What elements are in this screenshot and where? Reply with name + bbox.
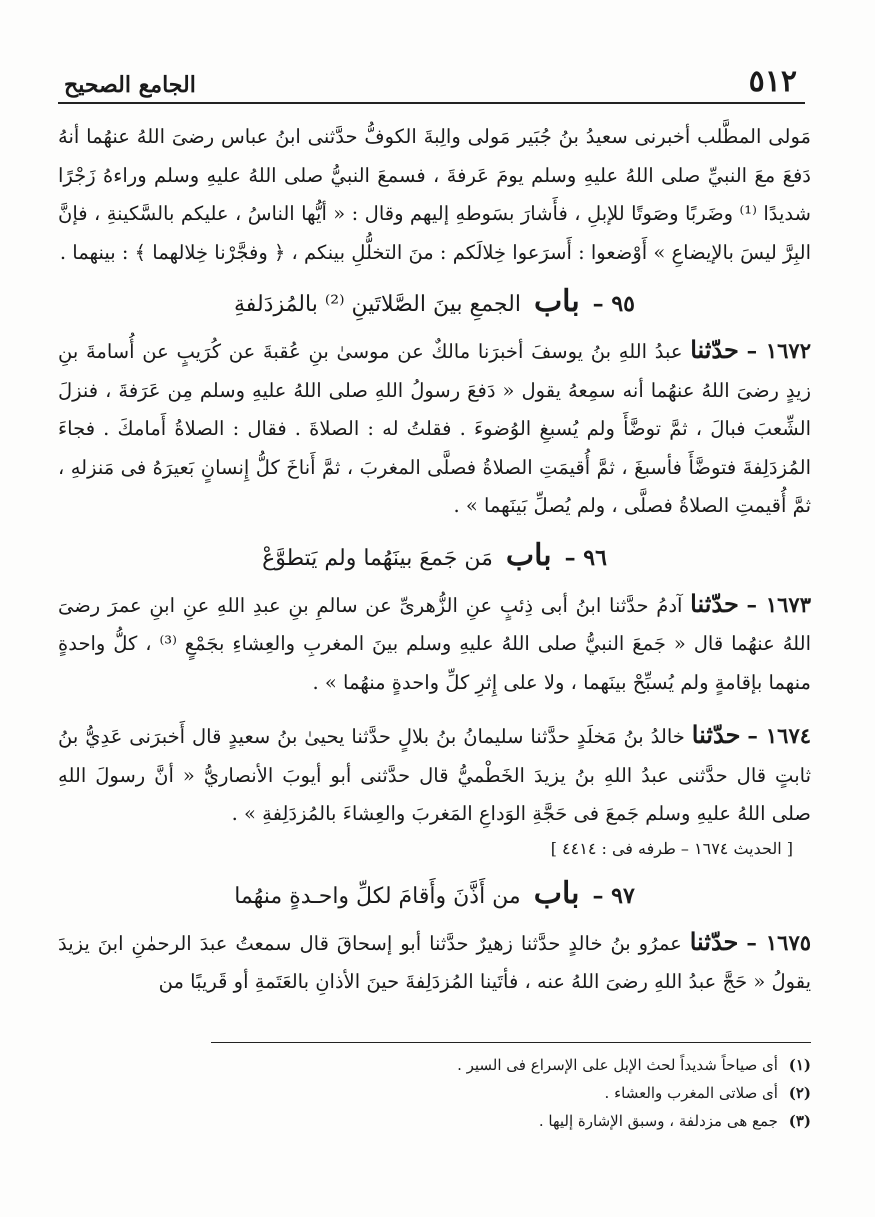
footnotes (211, 1042, 811, 1135)
chapter-number: ٩٧ – (592, 882, 635, 909)
hadith-text: خالدُ بنُ مَخلَدٍ حدَّثنا سليمانُ بنُ بلالٍ حدَّثنا يحيىٰ بنُ سعيدٍ قال أَخبرَنى عَدِيُّ بنُ ثابتٍ قال حدَّثنى عبدُ اللهِ بنُ يزيدَ الخَطْميُّ قال حدَّثنى أبو أيوبَ الأنصاريُّ « أنَّ رسولَ اللهِ صلى اللهُ عليهِ وسلم جَمعَ فى حَجَّةِ الوَداعِ المَغربَ والعِشاءَ بالمُزدَلِفةِ » . (58, 725, 811, 825)
hadith-text: آدمُ حدَّثنا ابنُ أبى ذِئبٍ عنِ الزُّهرىِّ عن سالمِ بنِ عبدِ اللهِ عنِ ابنِ عمرَ رضىَ اللهُ عنهُما قال « جَمعَ النبيُّ صلى اللهُ عليهِ وسلم بينَ المغربِ والعِشاءِ بجَمْعٍ ⁽³⁾ ، كلُّ واحدةٍ منهما بإقامةٍ ولم يُسبِّحْ بينَهما ، ولا على إِثرِ كلِّ واحدةٍ منهُما » . (58, 593, 811, 694)
hadith-number: ١٦٧٣ – (746, 591, 811, 617)
cross-reference: [ الحديث ١٦٧٤ – طرفه فى : ٤٤١٤ ] (550, 838, 793, 858)
footnote-text: أى صياحاً شديداً لحث الإبل على الإسراع فى السير . (457, 1056, 778, 1074)
chapter-title: مَن جَمعَ بينَهُما ولم يَتطوَّعْ (262, 545, 493, 571)
footnote-mark: (٣) (788, 1112, 811, 1130)
running-title: الجامع الصحيح (64, 72, 196, 98)
hadith-text: عبدُ اللهِ بنُ يوسفَ أخبرَنا مالكٌ عن موسىٰ بنِ عُقبةَ عن كُرَيبٍ عن أُسامةَ بنِ زيدٍ رضىَ اللهُ عنهُما أنه سمِعهُ يقول « دَفعَ رسولُ اللهِ صلى اللهُ عليهِ وسلم مِن عَرَفةَ ، فنزلَ الشِّعبَ فبالَ ، ثمَّ توضَّأَ ولم يُسبغِ الوُضوءَ . فقلتُ له : الصلاةَ . فقال : الصلاةُ أَمامكَ . فجاءَ المُزدَلِفةَ فتوضَّأَ فأسبغَ ، ثمَّ أُقيمَتِ الصلاةُ فصلَّى المغربَ ، ثمَّ أَناخَ كلُّ إِنسانٍ بَعيرَهُ فى مَنزلهِ ، ثمَّ أُقيمتِ الصلاةُ فصلَّى ، ولم يُصلِّ بَينَهما » . (58, 340, 811, 517)
footnote-mark: (١) (788, 1056, 811, 1074)
chapter-heading-95 (58, 282, 811, 325)
chapter-heading-97 (58, 874, 811, 917)
hadith-text: عمرُو بنُ خالدٍ حدَّثنا زهيرٌ حدَّثنا أبو إسحاقَ قال سمعتُ عبدَ الرحمٰنِ ابنَ يزيدَ يقولُ « حَجَّ عبدُ اللهِ رضىَ اللهُ عنه ، فأتَينا المُزدَلِفةَ حينَ الأذانِ بالعَتَمةِ أو قَريبًا من (58, 931, 811, 993)
footnote-3 (211, 1107, 811, 1135)
chapter-number: ٩٥ – (592, 291, 635, 317)
footnote-text: جمع هى مزدلفة ، وسبق الإشارة إليها . (538, 1112, 778, 1130)
footnote-1 (211, 1051, 811, 1079)
chapter-title: من أَذَّنَ وأَقامَ لكلِّ واحـدةٍ منهُما (234, 883, 521, 909)
intro-paragraph: مَولى المطَّلب أخبرنى سعيدُ بنُ جُبَير مَولى والِبةَ الكوفُّ حدَّثنى ابنُ عباس رضىَ اللهُ عنهُما أنهُ دَفعَ معَ النبيِّ صلى اللهُ عليهِ وسلم يومَ عَرفةَ ، فسمعَ النبيُّ صلى اللهُ عليهِ وسلم وراءهُ زَجْرًا شديدًا ⁽¹⁾ وضَربًا وصَوتًا للإبلِ ، فأَشارَ بسَوطهِ إليهم وقال : « أيُّها الناسُ ، عليكم بالسَّكينةِ ، فإنَّ البِرَّ ليسَ بالإيضاعِ » أَوْضعوا : أَسرَعوا خِلالَكم : منَ التخلُّلِ بينكم ، ﴿ وفجَّرْنا خِلالهما ﴾ : بينهما . (58, 125, 811, 264)
hadith-1674 (58, 716, 811, 834)
hadith-1675 (58, 923, 811, 1002)
hadith-1672 (58, 331, 811, 526)
hadith-number: ١٦٧٤ – (747, 723, 812, 748)
haddathana-word: حدّثنا (691, 720, 741, 749)
hadith-number: ١٦٧٢ – (746, 338, 811, 363)
page-number: ٥١٢ (748, 64, 797, 99)
chapter-number: ٩٦ – (564, 544, 607, 571)
haddathana-word: حدّثنا (690, 335, 739, 364)
main-text (58, 118, 811, 1002)
hadith-1673 (58, 585, 811, 703)
footnote-mark: (٢) (788, 1084, 811, 1102)
chapter-title: الجمعِ بينَ الصَّلاتَينِ ⁽²⁾ بالمُزدَلفةِ (234, 292, 521, 317)
haddathana-word: حدّثنا (689, 926, 739, 956)
spacer (58, 702, 811, 716)
footnote-text: أى صلاتى المغرب والعشاء . (604, 1084, 778, 1102)
chapter-heading-96 (58, 536, 811, 579)
haddathana-word: حدّثنا (690, 588, 739, 618)
chapter-word: باب (533, 284, 580, 319)
hadith-number: ١٦٧٥ – (746, 929, 812, 955)
chapter-word: باب (533, 875, 580, 911)
page-header (58, 58, 805, 104)
footnote-2 (211, 1079, 811, 1107)
chapter-word: باب (505, 537, 552, 573)
